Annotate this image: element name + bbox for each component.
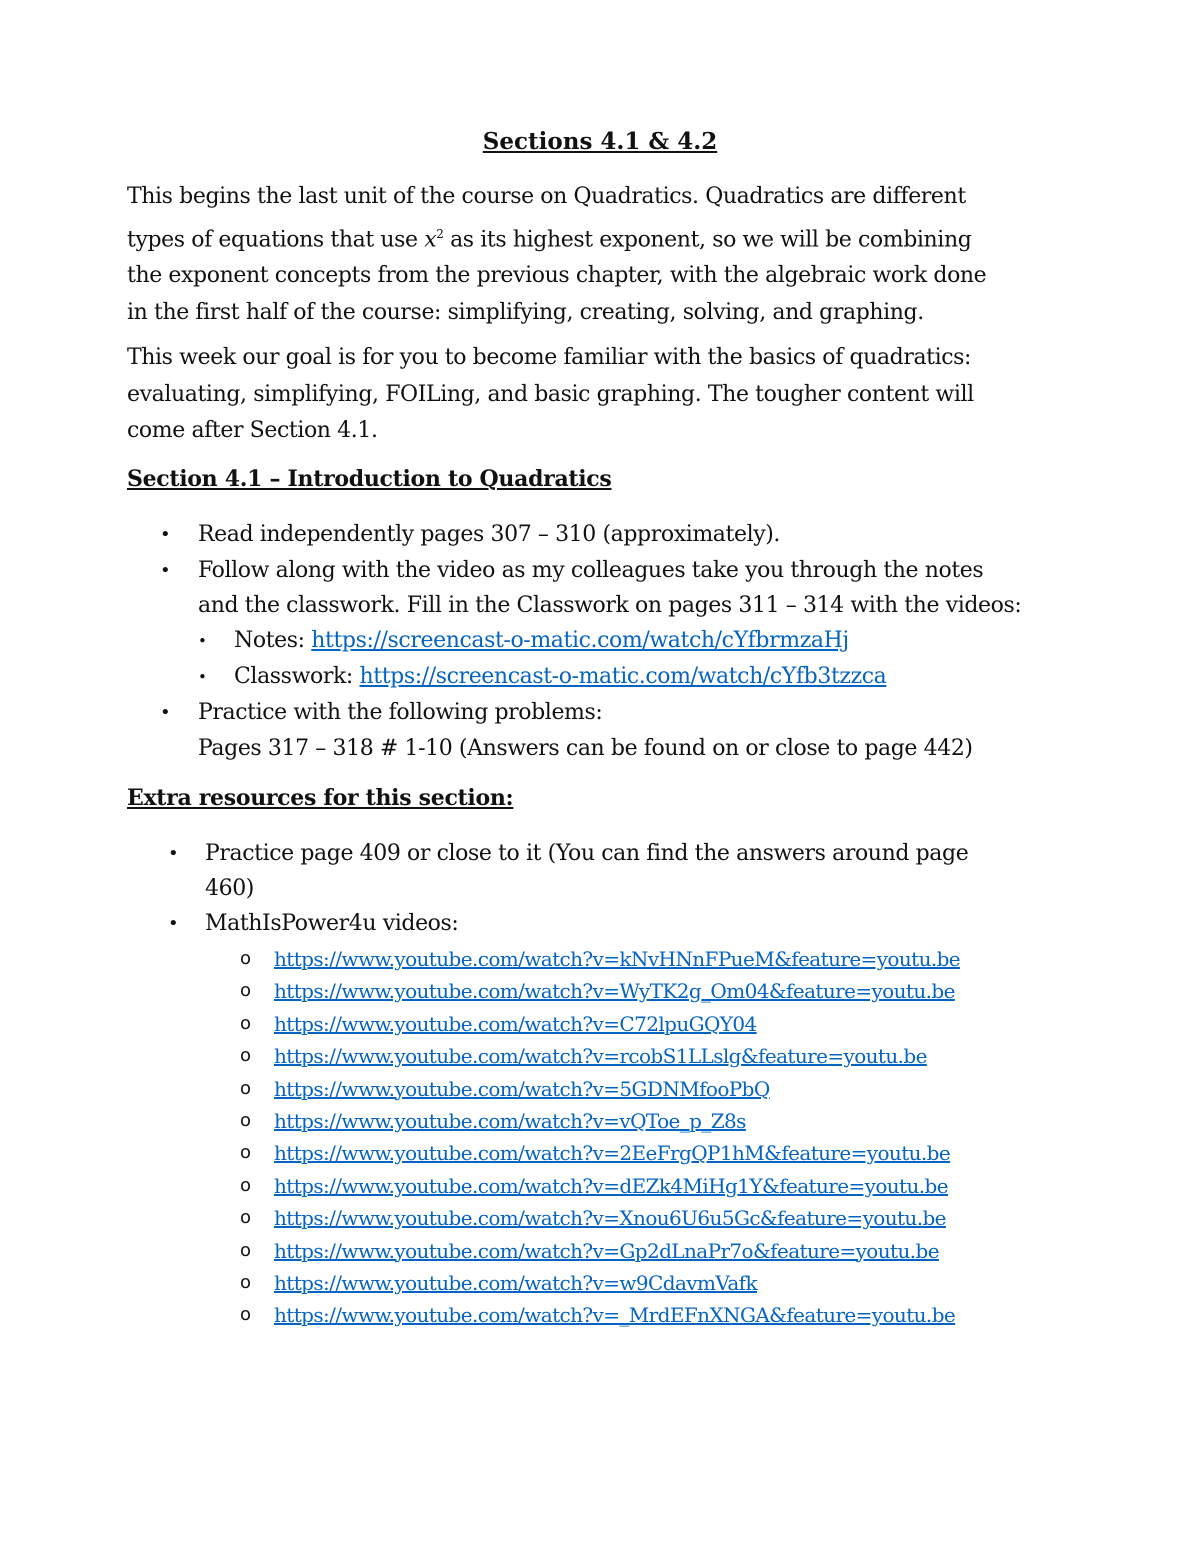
youtube-link[interactable]: https://www.youtube.com/watch?v=vQToe_p_Z8s [274, 1108, 746, 1133]
youtube-link[interactable]: https://www.youtube.com/watch?v=5GDNMfooPbQ [274, 1076, 770, 1101]
intro-line-2-end: as its highest exponent, so we will be combining [443, 226, 972, 252]
circle-bullet-icon: o [240, 1012, 251, 1034]
bullet-icon: • [168, 913, 179, 934]
circle-bullet-icon: o [240, 1304, 251, 1326]
extra-resources-heading: Extra resources for this section: [127, 785, 514, 811]
read-pages-text: Read independently pages 307 – 310 (approximately). [198, 522, 781, 547]
youtube-link-item [240, 1137, 960, 1169]
notes-link[interactable]: https://screencast-o-matic.com/watch/cYfbrmzaHj [311, 628, 849, 653]
circle-bullet-icon: o [240, 1174, 251, 1196]
extra-resources-list [168, 836, 1068, 942]
youtube-link-item [240, 1170, 960, 1202]
video-links-list [198, 623, 1080, 695]
goal-paragraph [127, 340, 1087, 450]
section-41-list [160, 517, 1080, 767]
youtube-link-item [240, 1105, 960, 1137]
circle-bullet-icon: o [240, 1271, 251, 1293]
youtube-link[interactable]: https://www.youtube.com/watch?v=2EeFrgQP1hM&feature=youtu.be [274, 1141, 951, 1166]
youtube-link[interactable]: https://www.youtube.com/watch?v=rcobS1LLslg&feature=youtu.be [274, 1044, 927, 1069]
intro-line-1: This begins the last unit of the course on Quadratics. Quadratics are different [127, 184, 966, 209]
youtube-link[interactable]: https://www.youtube.com/watch?v=Xnou6U6u5Gc&feature=youtu.be [274, 1206, 946, 1231]
bullet-icon: • [160, 560, 171, 581]
youtube-link[interactable]: https://www.youtube.com/watch?v=dEZk4MiHg1Y&feature=youtu.be [274, 1173, 948, 1198]
youtube-links-list [240, 943, 960, 1332]
small-bullet-icon: • [198, 632, 207, 650]
youtube-link-item [240, 943, 960, 975]
circle-bullet-icon: o [240, 1109, 251, 1131]
youtube-link[interactable]: https://www.youtube.com/watch?v=C72lpuGQY04 [274, 1011, 757, 1036]
circle-bullet-icon: o [240, 1142, 251, 1164]
follow-video-line-2: and the classwork. Fill in the Classwork on pages 311 – 314 with the videos: [198, 593, 1022, 618]
youtube-link[interactable]: https://www.youtube.com/watch?v=kNvHNnFPueM&feature=youtu.be [274, 947, 961, 971]
page-title: Sections 4.1 & 4.2 [482, 128, 718, 155]
youtube-link[interactable]: https://www.youtube.com/watch?v=WyTK2g_Om04&feature=youtu.be [274, 979, 955, 1004]
youtube-link-item [240, 1008, 960, 1040]
list-item-practice [160, 695, 1080, 767]
youtube-link-item [240, 1235, 960, 1267]
youtube-link-item [240, 1267, 960, 1299]
goal-line-1: This week our goal is for you to become familiar with the basics of quadratics: [127, 345, 972, 370]
intro-paragraph [127, 179, 1087, 331]
youtube-link[interactable]: https://www.youtube.com/watch?v=Gp2dLnaPr7o&feature=youtu.be [274, 1238, 939, 1263]
follow-video-line-1: Follow along with the video as my colleagues take you through the notes [198, 558, 984, 583]
notes-label: Notes: [234, 628, 312, 653]
bullet-icon: • [168, 843, 179, 864]
goal-line-2: evaluating, simplifying, FOILing, and basic graphing. The tougher content will [127, 381, 974, 407]
intro-line-3: the exponent concepts from the previous chapter, with the algebraic work done [127, 263, 987, 289]
exponent: 2 [436, 226, 444, 241]
intro-line-4: in the first half of the course: simplifying, creating, solving, and graphing. [127, 299, 924, 325]
extra-practice-line-1: Practice page 409 or close to it (You can find the answers around page [205, 841, 969, 866]
section-41-heading: Section 4.1 – Introduction to Quadratics [127, 466, 612, 492]
small-bullet-icon: • [198, 668, 207, 686]
practice-line-1: Practice with the following problems: [198, 700, 603, 725]
circle-bullet-icon: o [240, 1045, 251, 1067]
youtube-link-item [240, 975, 960, 1007]
circle-bullet-icon: o [240, 1077, 251, 1099]
bullet-icon: • [160, 702, 171, 723]
notes-link-item [198, 623, 1080, 659]
intro-line-2-start: types of equations that use [127, 226, 425, 252]
classwork-label: Classwork: [234, 664, 360, 689]
practice-line-2: Pages 317 – 318 # 1-10 (Answers can be found on or close to page 442) [198, 736, 973, 761]
youtube-link-item [240, 1299, 960, 1331]
classwork-link[interactable]: https://screencast-o-matic.com/watch/cYfb3tzzca [359, 664, 887, 689]
circle-bullet-icon: o [240, 1239, 251, 1261]
classwork-link-item [198, 659, 1080, 695]
youtube-link-item [240, 1073, 960, 1105]
goal-line-3: come after Section 4.1. [127, 418, 378, 443]
list-item-practice-page [168, 836, 1068, 906]
circle-bullet-icon: o [240, 948, 251, 969]
circle-bullet-icon: o [240, 1207, 251, 1229]
videos-label: MathIsPower4u videos: [205, 911, 459, 936]
circle-bullet-icon: o [240, 980, 251, 1002]
list-item-videos [168, 906, 1068, 942]
intro-line-2 [127, 216, 1087, 259]
extra-practice-line-2: 460) [205, 876, 254, 901]
list-item-follow-video [160, 553, 1080, 695]
youtube-link[interactable]: https://www.youtube.com/watch?v=_MrdEFnXNGA&feature=youtu.be [274, 1303, 956, 1328]
youtube-link[interactable]: https://www.youtube.com/watch?v=w9CdavmVafk [274, 1270, 757, 1295]
bullet-icon: • [160, 524, 171, 545]
list-item-read [160, 517, 1080, 553]
variable-x: x [424, 226, 437, 252]
youtube-link-item [240, 1202, 960, 1234]
youtube-link-item [240, 1040, 960, 1072]
